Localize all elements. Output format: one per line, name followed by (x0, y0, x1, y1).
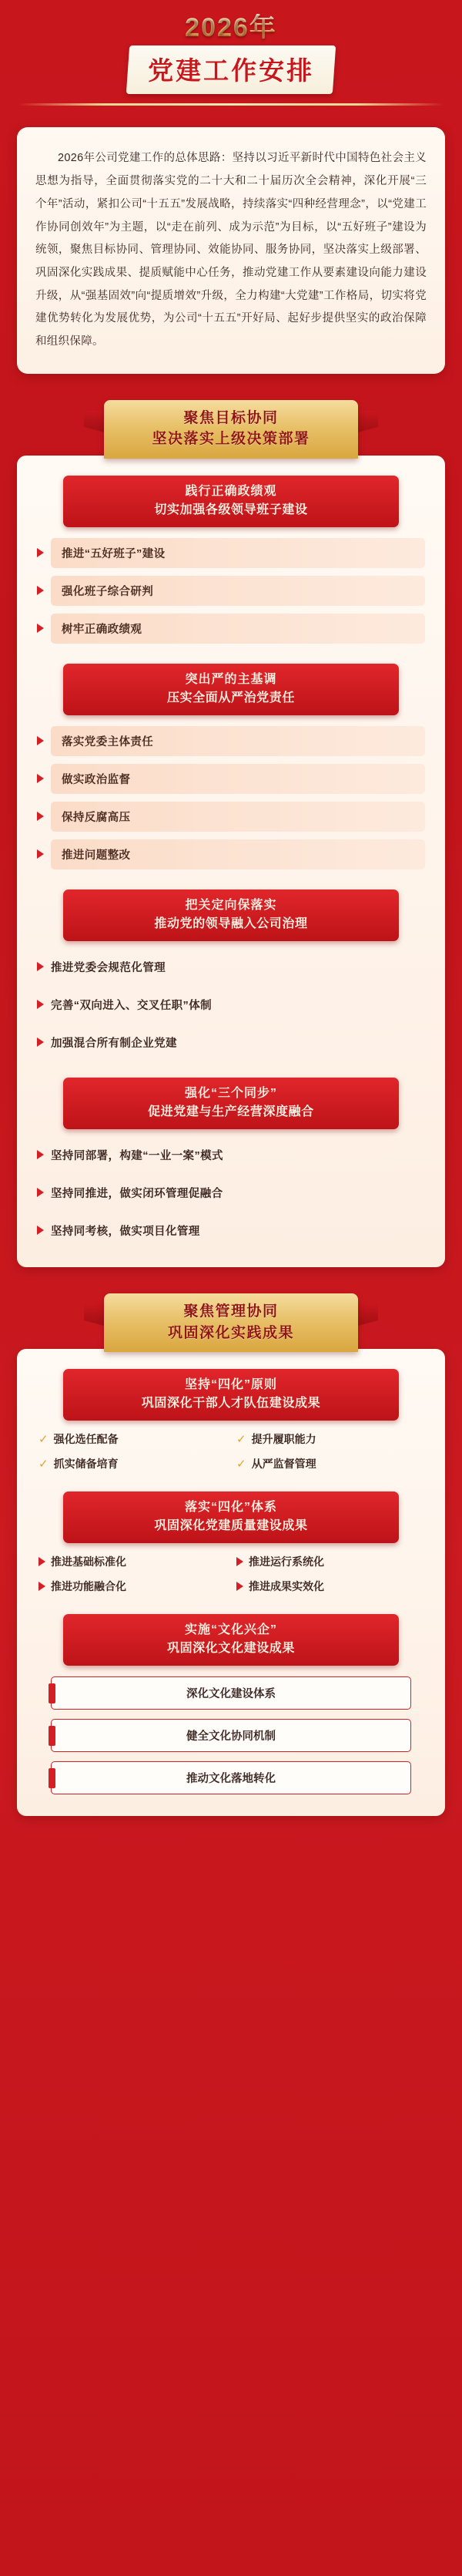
section-banner (104, 400, 358, 459)
list-item-label: 提升履职能力 (251, 1433, 316, 1446)
block-heading-line1: 落实“四化”体系 (184, 1501, 277, 1515)
block-heading (63, 1078, 400, 1129)
list-item-label: 做实政治监督 (51, 764, 425, 794)
intro-card (17, 127, 445, 373)
list-item (37, 764, 425, 794)
block-heading (63, 889, 400, 941)
list-item-label: 推进成果实效化 (249, 1580, 324, 1593)
block-heading-line2: 促进党建与生产经营深度融合 (148, 1105, 314, 1118)
sections-root (0, 400, 462, 1816)
list-item (51, 1719, 411, 1752)
block-heading (63, 1491, 400, 1543)
triangle-bullet-icon (37, 962, 44, 971)
list-item-label: 树牢正确政绩观 (51, 614, 425, 644)
list-item (37, 576, 425, 606)
block-heading-line2: 切实加强各级领导班子建设 (154, 503, 308, 516)
content-block (31, 1369, 431, 1471)
list-item-label: 强化班子综合研判 (51, 576, 425, 606)
triangle-bullet-icon (236, 1557, 243, 1566)
block-heading-line1: 强化“三个同步” (184, 1086, 277, 1100)
check-icon: ✓ (38, 1458, 49, 1471)
list-item (38, 1431, 226, 1447)
block-heading (63, 664, 400, 715)
list-item (37, 1216, 425, 1246)
triangle-bullet-icon (37, 774, 44, 783)
list-item-label: 健全文化协同机制 (186, 1730, 276, 1744)
triangle-bullet-icon (37, 548, 44, 557)
list-item (37, 1027, 425, 1058)
check-icon: ✓ (38, 1433, 49, 1447)
list-item-label: 完善“双向进入、交叉任职”体制 (51, 999, 212, 1012)
triangle-bullet-icon (37, 1150, 44, 1159)
block-heading-line2: 推动党的领导融入公司治理 (154, 916, 308, 930)
list-item-label: 推进基础标准化 (51, 1555, 126, 1569)
block-list (31, 726, 431, 869)
block-heading-line2: 巩固深化文化建设成果 (166, 1642, 295, 1656)
section-body (17, 456, 445, 1267)
header-divider (18, 103, 444, 106)
content-block (31, 889, 431, 1058)
list-item (37, 839, 425, 869)
list-item-label: 推进问题整改 (51, 839, 425, 869)
list-item (37, 538, 425, 568)
check-icon: ✓ (236, 1458, 246, 1471)
block-box-list (31, 1676, 431, 1794)
list-item (37, 614, 425, 644)
block-heading-line1: 把关定向保落实 (185, 898, 277, 912)
content-block (31, 664, 431, 869)
check-icon: ✓ (236, 1433, 246, 1447)
list-item-label: 加强混合所有制企业党建 (51, 1037, 177, 1050)
list-item (38, 1554, 226, 1569)
block-grid (31, 1554, 431, 1594)
page-title-text: 党建工作安排 (148, 56, 315, 86)
list-item-label: 保持反腐高压 (51, 802, 425, 832)
section-banner-wrap (0, 400, 462, 459)
section-banner-wrap (0, 1293, 462, 1352)
content-block (31, 1614, 431, 1794)
bottom-spacer (0, 1816, 462, 1847)
list-item (37, 1178, 425, 1208)
list-item-label: 坚持同考核，做实项目化管理 (51, 1225, 200, 1238)
list-item (37, 726, 425, 756)
list-item-label: 抓实储备培育 (53, 1458, 119, 1471)
list-item (37, 1140, 425, 1170)
triangle-bullet-icon (37, 1188, 44, 1197)
list-item-label: 推进功能融合化 (51, 1580, 126, 1593)
list-item (37, 952, 425, 982)
triangle-bullet-icon (37, 1000, 44, 1009)
list-item (236, 1579, 424, 1594)
page-header (0, 0, 462, 110)
block-heading-line2: 巩固深化干部人才队伍建设成果 (141, 1397, 321, 1411)
header-year: 2026年 (185, 13, 277, 42)
content-block (31, 1078, 431, 1246)
triangle-bullet-icon (37, 736, 44, 745)
triangle-bullet-icon (37, 586, 44, 595)
list-item (38, 1456, 226, 1471)
block-list (31, 1140, 431, 1246)
block-list (31, 952, 431, 1058)
triangle-bullet-icon (37, 849, 44, 859)
intro-text: 2026年公司党建工作的总体思路：坚持以习近平新时代中国特色社会主义思想为指导，全面贯彻落实党的二十大和二十届历次全会精神，深化开展“三个年”活动，紧扣公司“十五五”发展战略，持续落实“四种经营理念”，以“党建工作协同创效年”为主题，以“走在前列、成为示范”为目标，以“五好班子”建设为统领，聚焦目标协同、管理协同、效能协同、服务协同，坚决落实上级部署、巩固深化实践成果、提质赋能中心任务，推动党建工作从要素建设向能力建设升级，从“强基固效”向“提质增效”升级，全力构建“大党建”工作格局，切实将党建优势转化为发展优势，为公司“十五五”开好局、起好步提供坚实的政治保障和组织保障。 (35, 152, 427, 348)
page-title (126, 45, 336, 94)
section (0, 400, 462, 1267)
block-list (31, 538, 431, 644)
block-heading-line2: 巩固深化党建质量建设成果 (154, 1519, 308, 1533)
content-block (31, 476, 431, 644)
list-item-label: 落实党委主体责任 (51, 726, 425, 756)
block-heading (63, 1369, 400, 1421)
block-heading (63, 476, 400, 527)
block-heading-line1: 突出严的主基调 (185, 672, 277, 686)
block-heading-line2: 压实全面从严治党责任 (166, 691, 295, 705)
block-heading-line1: 实施“文化兴企” (184, 1623, 277, 1637)
list-item (51, 1761, 411, 1794)
triangle-bullet-icon (236, 1582, 243, 1591)
header-title-wrap (0, 45, 462, 94)
triangle-bullet-icon (37, 812, 44, 821)
list-item-label: 从严监督管理 (251, 1458, 316, 1471)
list-item (51, 1676, 411, 1710)
list-item (236, 1554, 424, 1569)
list-item (38, 1579, 226, 1594)
triangle-bullet-icon (38, 1582, 45, 1591)
section-banner-line1: 聚焦目标协同 (183, 409, 279, 426)
list-item-label: 坚持同推进，做实闭环管理促融合 (51, 1187, 223, 1200)
section-body (17, 1349, 445, 1816)
list-item-label: 推动文化落地转化 (186, 1773, 276, 1786)
block-grid (31, 1431, 431, 1471)
section-banner-line1: 聚焦管理协同 (183, 1303, 279, 1320)
block-heading-line1: 践行正确政绩观 (185, 484, 277, 498)
block-heading-line1: 坚持“四化”原则 (184, 1378, 277, 1392)
list-item-label: 推进“五好班子”建设 (51, 538, 425, 568)
list-item (37, 990, 425, 1020)
list-item (236, 1456, 424, 1471)
list-item (236, 1431, 424, 1447)
list-item-label: 推进党委会规范化管理 (51, 961, 166, 974)
triangle-bullet-icon (38, 1557, 45, 1566)
content-block (31, 1491, 431, 1594)
triangle-bullet-icon (37, 1226, 44, 1235)
section-banner (104, 1293, 358, 1352)
triangle-bullet-icon (37, 624, 44, 633)
triangle-bullet-icon (37, 1037, 44, 1047)
list-item-label: 推进运行系统化 (249, 1555, 324, 1569)
list-item (37, 802, 425, 832)
block-heading (63, 1614, 400, 1666)
section-banner-line2: 巩固深化实践成果 (167, 1324, 294, 1341)
section-banner-line2: 坚决落实上级决策部署 (152, 431, 310, 448)
list-item-label: 强化选任配备 (53, 1433, 119, 1446)
list-item-label: 深化文化建设体系 (186, 1688, 276, 1701)
list-item-label: 坚持同部署，构建“一业一案”模式 (51, 1149, 223, 1162)
section (0, 1293, 462, 1816)
